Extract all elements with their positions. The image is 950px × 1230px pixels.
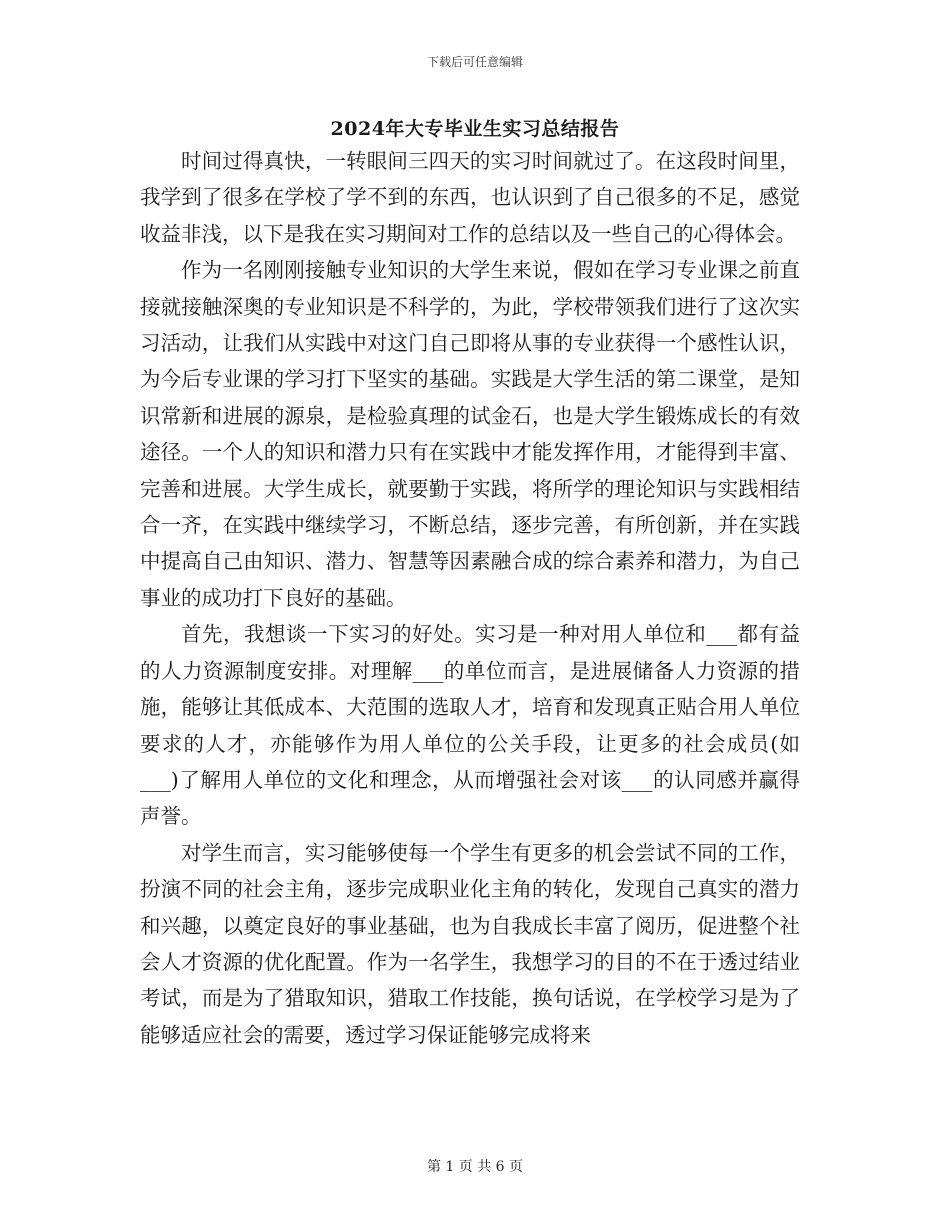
header-note: 下载后可任意编辑 bbox=[426, 55, 523, 69]
paragraph-3: 首先，我想谈一下实习的好处。实习是一种对用人单位和___都有益的人力资源制度安排。对理解___的单位而言，是进展储备人力资源的措施，能够让其低成本、大范围的选取人才，培育和发现真正贴合用人单位要求的人才，亦能够作为用人单位的公关手段，让更多的社会成员(如___)了解用人单位的文化和理念，从而增强社会对该___的认同感并赢得声誉。 bbox=[140, 622, 800, 829]
page-number: 第 1 页 共 6 页 bbox=[426, 1159, 524, 1175]
paragraph-2: 作为一名刚刚接触专业知识的大学生来说，假如在学习专业课之前直接就接触深奥的专业知识是不科学的，为此，学校带领我们进行了这次实习活动，让我们从实践中对这门自己即将从事的专业获得一个感性认识，为今后专业课的学习打下坚实的基础。实践是大学生活的第二课堂，是知识常新和进展的源泉，是检验真理的试金石，也是大学生锻炼成长的有效途径。一个人的知识和潜力只有在实践中才能发挥作用，才能得到丰富、完善和进展。大学生成长，就要勤于实践，将所学的理论知识与实践相结合一齐，在实践中继续学习，不断总结，逐步完善，有所创新，并在实践中提高自己由知识、潜力、智慧等因素融合成的综合素养和潜力，为自己事业的成功打下良好的基础。 bbox=[140, 258, 800, 610]
paragraph-4: 对学生而言，实习能够使每一个学生有更多的机会尝试不同的工作，扮演不同的社会主角，逐步完成职业化主角的转化，发现自己真实的潜力和兴趣，以奠定良好的事业基础，也为自我成长丰富了阅历，促进整个社会人才资源的优化配置。作为一名学生，我想学习的目的不在于透过结业考试，而是为了猎取知识，猎取工作技能，换句话说，在学校学习是为了能够适应社会的需要，透过学习保证能够完成将来 bbox=[140, 840, 800, 1047]
paragraph-1: 时间过得真快，一转眼间三四天的实习时间就过了。在这段时间里，我学到了很多在学校了学不到的东西，也认识到了自己很多的不足，感觉收益非浅，以下是我在实习期间对工作的总结以及一些自己的心得体会。 bbox=[140, 149, 800, 246]
document-title: 2024年大专毕业生实习总结报告 bbox=[330, 118, 620, 140]
document-body bbox=[140, 143, 800, 1053]
